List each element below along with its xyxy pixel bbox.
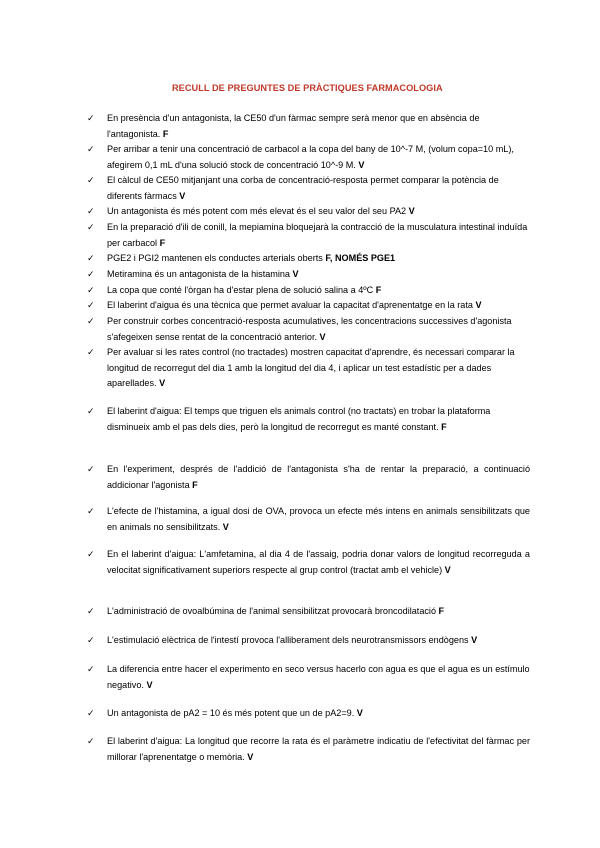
question-statement: En l'experiment, després de l'addició de l'antagonista s'ha de rentar la preparació, a continuació addicionar l'agonista: [107, 464, 530, 490]
answer-label: V: [179, 190, 186, 201]
answer-label: V: [475, 300, 482, 310]
checkmark-icon: ✓: [87, 269, 95, 279]
question-text: [107, 404, 530, 435]
checkmark-icon: ✓: [87, 175, 95, 185]
checkmark-icon: ✓: [87, 285, 95, 295]
question-statement: El laberint d'aigua: El temps que triguen els animals control (no tractats) en trobar la plataforma disminueix amb el pas dels dies, però la longitud de recorregut es manté constant.: [107, 406, 491, 432]
question-text: [107, 345, 530, 392]
question-text: [107, 547, 530, 578]
question-text: [107, 173, 530, 204]
checkmark-icon: ✓: [87, 300, 95, 310]
question-statement: El laberint d'aigua és una tècnica que permet avaluar la capacitat d'aprenentatge en la rata: [107, 300, 473, 310]
checkmark-icon: ✓: [87, 253, 95, 263]
answer-label: V: [247, 751, 254, 762]
question-text: [107, 633, 530, 649]
question-text: [107, 314, 530, 345]
question-statement: En la preparació d'ili de conill, la mepiamina bloquejarà la contracció de la musculatura intestinal induïda per carbacol: [107, 222, 528, 248]
checkmark-icon: ✓: [87, 144, 95, 154]
question-text: [107, 604, 530, 620]
question-text: [107, 220, 530, 251]
question-statement: Metiramina és un antagonista de la histamina: [107, 269, 290, 279]
question-statement: El laberint d'aigua: La longitud que recorre la rata és el paràmetre indicatiu de l'efectivitat del fàrmac per millorar l'aprenentatge o memòria.: [107, 736, 530, 762]
question-statement: L'estimulació elèctrica de l'intestí provoca l'alliberament dels neurotransmissors endògens: [107, 635, 469, 645]
list-item: [85, 251, 530, 267]
answer-label: V: [408, 206, 415, 216]
answer-label: F, NOMÉS PGE1: [325, 253, 396, 263]
list-item: [85, 633, 530, 649]
list-item: [85, 404, 530, 435]
list-item: [85, 173, 530, 204]
answer-label: V: [471, 635, 478, 645]
question-text: [107, 111, 530, 142]
list-item: [85, 314, 530, 345]
question-statement: En el laberint d'aigua: L'amfetamina, al dia 4 de l'assaig, podria donar valors de longitud recorreguda a velocitat significativament superiors respecte al grup control (tractat amb el vehicle): [107, 549, 530, 575]
list-item: [85, 706, 530, 722]
question-statement: Per avaluar si les rates control (no tractades) mostren capacitat d'aprendre, és necessari comparar la longitud de recorregut del dia 1 amb la longitud del dia 4, i aplicar un test estadístic per a dades aparellades.: [107, 347, 515, 389]
checkmark-icon: ✓: [87, 464, 95, 474]
answer-label: V: [292, 269, 299, 279]
question-statement: PGE2 i PGI2 mantenen els conductes arterials oberts: [107, 253, 323, 263]
answer-label: V: [146, 679, 153, 690]
checkmark-icon: ✓: [87, 222, 95, 232]
answer-label: V: [319, 331, 326, 342]
answer-label: F: [159, 237, 166, 248]
answer-label: F: [438, 606, 445, 616]
question-text: [107, 142, 530, 173]
checkmark-icon: ✓: [87, 606, 95, 616]
checkmark-icon: ✓: [87, 664, 95, 674]
question-statement: L'efecte de l'histamina, a igual dosi de OVA, provoca un efecte més intens en animals sensibilitzats que en animals no sensibilitzats.: [107, 506, 530, 532]
list-item: [85, 267, 530, 283]
answer-label: V: [222, 521, 229, 532]
answer-label: F: [192, 479, 198, 490]
list-item: [85, 604, 530, 620]
checkmark-icon: ✓: [87, 206, 95, 216]
answer-label: V: [444, 564, 451, 575]
list-item: [85, 142, 530, 173]
question-text: [107, 462, 530, 493]
question-text: [107, 734, 530, 765]
checkmark-icon: ✓: [87, 549, 95, 559]
question-text: [107, 504, 530, 535]
question-statement: Per arribar a tenir una concentració de carbacol a la copa del bany de 10^-7 M, (volum copa=10 mL), afegirem 0,1 mL d'una solució stock de concentració 10^-9 M.: [107, 144, 514, 170]
checkmark-icon: ✓: [87, 113, 95, 123]
checkmark-icon: ✓: [87, 635, 95, 645]
question-statement: Un antagonista de pA2 = 10 és més potent que un de pA2=9.: [107, 708, 355, 718]
question-statement: El càlcul de CE50 mitjanjant una corba de concentració-resposta permet comparar la potència de diferents fàrmacs: [107, 175, 499, 201]
question-text: [107, 283, 530, 299]
document-title: RECULL DE PREGUNTES DE PRÀCTIQUES FARMACOLOGIA: [172, 83, 443, 93]
list-item: [85, 547, 530, 578]
answer-label: V: [159, 378, 166, 389]
question-statement: La diferencia entre hacer el experimento en seco versus hacerlo con agua es que el agua es un estímulo negativo.: [107, 664, 530, 690]
checkmark-icon: ✓: [87, 736, 95, 746]
list-item: [85, 662, 530, 693]
question-text: [107, 204, 530, 220]
question-statement: Un antagonista és més potent com més elevat és el seu valor del seu PA2: [107, 206, 407, 216]
list-item: [85, 462, 530, 493]
list-item: [85, 504, 530, 535]
list-item: [85, 204, 530, 220]
answer-label: V: [358, 159, 365, 170]
question-text: [107, 267, 530, 283]
question-statement: Per construir corbes concentració-resposta acumulatives, les concentracions successives d'agonista s'afegeixen sense rentat de la concentració anterior.: [107, 316, 512, 342]
checkmark-icon: ✓: [87, 506, 95, 516]
checkmark-icon: ✓: [87, 708, 95, 718]
question-statement: L'administració de ovoalbúmina de l'animal sensibilitzat provocarà broncodilatació: [107, 606, 437, 616]
question-text: [107, 298, 530, 314]
answer-label: F: [375, 285, 382, 295]
question-text: [107, 706, 530, 722]
question-statement: En presència d'un antagonista, la CE50 d'un fàrmac sempre serà menor que en absència de l'antagonista.: [107, 113, 480, 139]
answer-label: F: [441, 421, 447, 432]
list-item: [85, 111, 530, 142]
answer-label: V: [356, 708, 363, 718]
list-item: [85, 298, 530, 314]
list-item: [85, 283, 530, 299]
list-item: [85, 220, 530, 251]
list-item: [85, 345, 530, 392]
question-text: [107, 662, 530, 693]
list-item: [85, 734, 530, 765]
question-statement: La copa que conté l'òrgan ha d'estar plena de solució salina a 4ºC: [107, 285, 374, 295]
question-text: [107, 251, 530, 267]
checkmark-icon: ✓: [87, 316, 95, 326]
checkmark-icon: ✓: [87, 406, 95, 416]
checkmark-icon: ✓: [87, 347, 95, 357]
answer-label: F: [162, 128, 169, 139]
